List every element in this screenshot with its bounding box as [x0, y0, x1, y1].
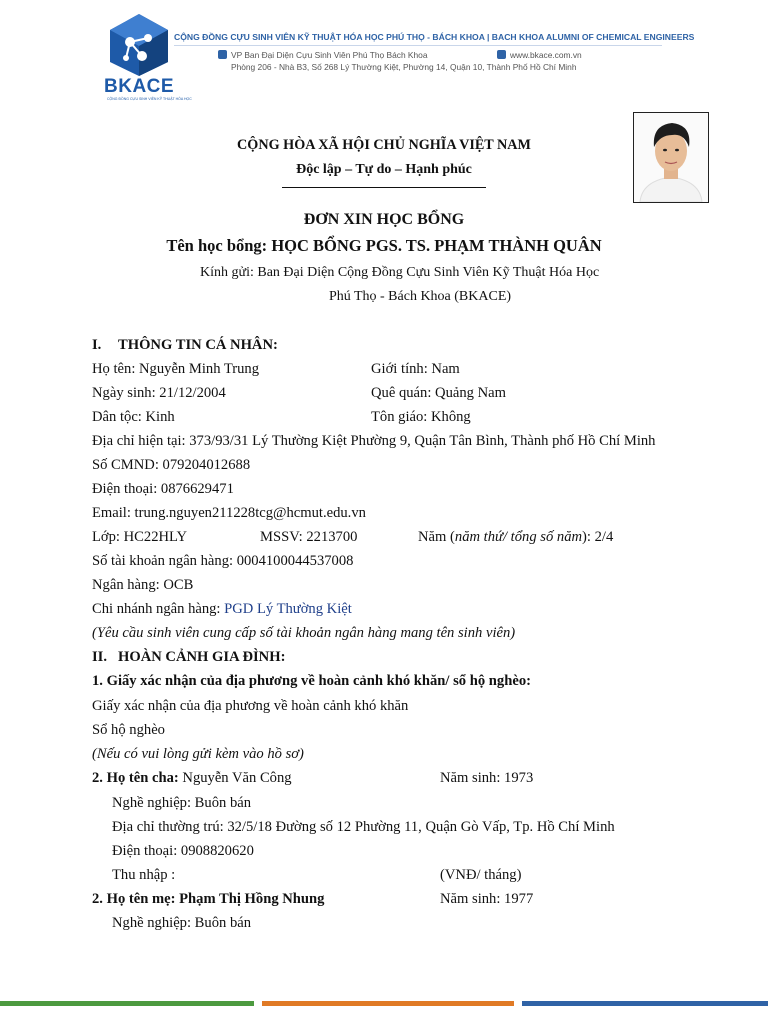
father-label: 2. Họ tên cha:	[92, 770, 179, 786]
recipient-line-1: Kính gửi: Ban Đại Diện Cộng Đồng Cựu Sinh Viên Kỹ Thuật Hóa Học	[200, 265, 600, 280]
year-italic: năm thứ/ tổng số năm	[454, 529, 583, 545]
section-1-number: I.	[92, 337, 102, 353]
header	[0, 0, 768, 110]
item-1-option-1: Giấy xác nhận của địa phương về hoàn cảnh khó khăn	[92, 698, 409, 714]
bank-note: (Yêu cầu sinh viên cung cấp số tài khoản ngân hàng mang tên sinh viên)	[92, 625, 516, 641]
year-suffix: ): 2/4	[582, 529, 614, 545]
id-card-field: Số CMND: 079204012688	[92, 457, 251, 473]
motto-underline	[282, 187, 486, 188]
bank-account-field: Số tài khoản ngân hàng: 0004100044537008	[92, 553, 354, 569]
nation-motto: Độc lập – Tự do – Hạnh phúc	[296, 162, 472, 177]
logo-text: BKACE	[104, 76, 175, 97]
scholarship-line	[100, 236, 668, 256]
branch-field	[92, 601, 352, 618]
student-photo	[633, 112, 709, 203]
scholarship-label: Tên học bổng:	[166, 236, 268, 255]
website-link[interactable]: www.bkace.com.vn	[510, 50, 582, 60]
branch-value: PGD Lý Thường Kiệt	[224, 601, 352, 617]
item-1-title: 1. Giấy xác nhận của địa phương về hoàn cảnh khó khăn/ sổ hộ nghèo:	[92, 673, 531, 689]
father-income: Thu nhập :	[112, 867, 176, 883]
father-birth-year: Năm sinh: 1973	[440, 770, 534, 786]
class-field: Lớp: HC22HLY	[92, 529, 188, 545]
year-prefix: Năm (	[418, 529, 455, 545]
student-id-field: MSSV: 2213700	[260, 529, 358, 545]
footer-bar-blue	[522, 1001, 768, 1006]
religion-field: Tôn giáo: Không	[371, 409, 471, 425]
email-field: Email: trung.nguyen211228tcg@hcmut.edu.vn	[92, 505, 366, 521]
office-line	[218, 50, 428, 60]
org-title-underline	[174, 45, 662, 46]
office-text: VP Ban Đại Diện Cựu Sinh Viên Phú Thọ Bách Khoa	[231, 50, 428, 60]
item-1-option-2: Sổ hộ nghèo	[92, 722, 165, 738]
location-icon	[218, 50, 227, 59]
bank-field: Ngân hàng: OCB	[92, 577, 194, 593]
scholarship-name: HỌC BỔNG PGS. TS. PHẠM THÀNH QUÂN	[271, 236, 602, 255]
section-2-title: HOÀN CẢNH GIA ĐÌNH:	[118, 649, 286, 665]
nation-title: CỘNG HÒA XÃ HỘI CHỦ NGHĨA VIỆT NAM	[237, 137, 531, 153]
portrait-image	[634, 113, 708, 202]
logo-tagline: CỘNG ĐỒNG CỰU SINH VIÊN KỸ THUẬT HÓA HỌC	[107, 97, 192, 101]
address-field: Địa chỉ hiện tại: 373/93/31 Lý Thường Kiệt Phường 9, Quận Tân Bình, Thành phố Hồ Chí Minh	[92, 433, 656, 449]
study-year-field	[418, 529, 613, 546]
section-2-number: II.	[92, 649, 108, 665]
section-2-heading	[92, 649, 285, 666]
dob-field: Ngày sinh: 21/12/2004	[92, 385, 226, 401]
org-title: CỘNG ĐỒNG CỰU SINH VIÊN KỸ THUẬT HÓA HỌC PHÚ THỌ - BÁCH KHOA | BACH KHOA ALUMNI OF CHEMICAL ENGINEERS	[174, 32, 695, 42]
father-name-line	[92, 770, 292, 787]
father-income-unit: (VNĐ/ tháng)	[440, 867, 522, 883]
hometown-field: Quê quán: Quảng Nam	[371, 385, 506, 401]
footer-bar-orange	[262, 1001, 514, 1006]
recipient-line-2: Phú Thọ - Bách Khoa (BKACE)	[328, 289, 512, 304]
form-title: ĐƠN XIN HỌC BỔNG	[303, 211, 465, 228]
gender-field: Giới tính: Nam	[371, 361, 460, 377]
father-name: Nguyễn Văn Công	[178, 770, 292, 786]
mother-job: Nghề nghiệp: Buôn bán	[112, 915, 252, 931]
footer-bar-green	[0, 1001, 254, 1006]
name-field: Họ tên: Nguyễn Minh Trung	[92, 361, 260, 377]
item-1-note: (Nếu có vui lòng gửi kèm vào hồ sơ)	[92, 746, 304, 762]
father-phone: Điện thoại: 0908820620	[112, 843, 254, 859]
ethnicity-field: Dân tộc: Kinh	[92, 409, 175, 425]
website-line	[497, 50, 582, 60]
phone-field: Điện thoại: 0876629471	[92, 481, 234, 497]
globe-icon	[497, 50, 506, 59]
mother-birth-year: Năm sinh: 1977	[440, 891, 534, 907]
father-job: Nghề nghiệp: Buôn bán	[112, 795, 252, 811]
mother-name-line: 2. Họ tên mẹ: Phạm Thị Hồng Nhung	[92, 891, 325, 907]
address-line: Phòng 206 - Nhà B3, Số 268 Lý Thường Kiệt, Phường 14, Quận 10, Thành Phố Hồ Chí Minh	[231, 62, 577, 72]
branch-label: Chi nhánh ngân hàng:	[92, 601, 225, 617]
section-1-heading	[92, 337, 278, 354]
logo-hexagon-icon	[104, 12, 174, 78]
section-1-title: THÔNG TIN CÁ NHÂN:	[118, 337, 278, 353]
father-address: Địa chỉ thường trú: 32/5/18 Đường số 12 Phường 11, Quận Gò Vấp, Tp. Hồ Chí Minh	[112, 819, 615, 835]
